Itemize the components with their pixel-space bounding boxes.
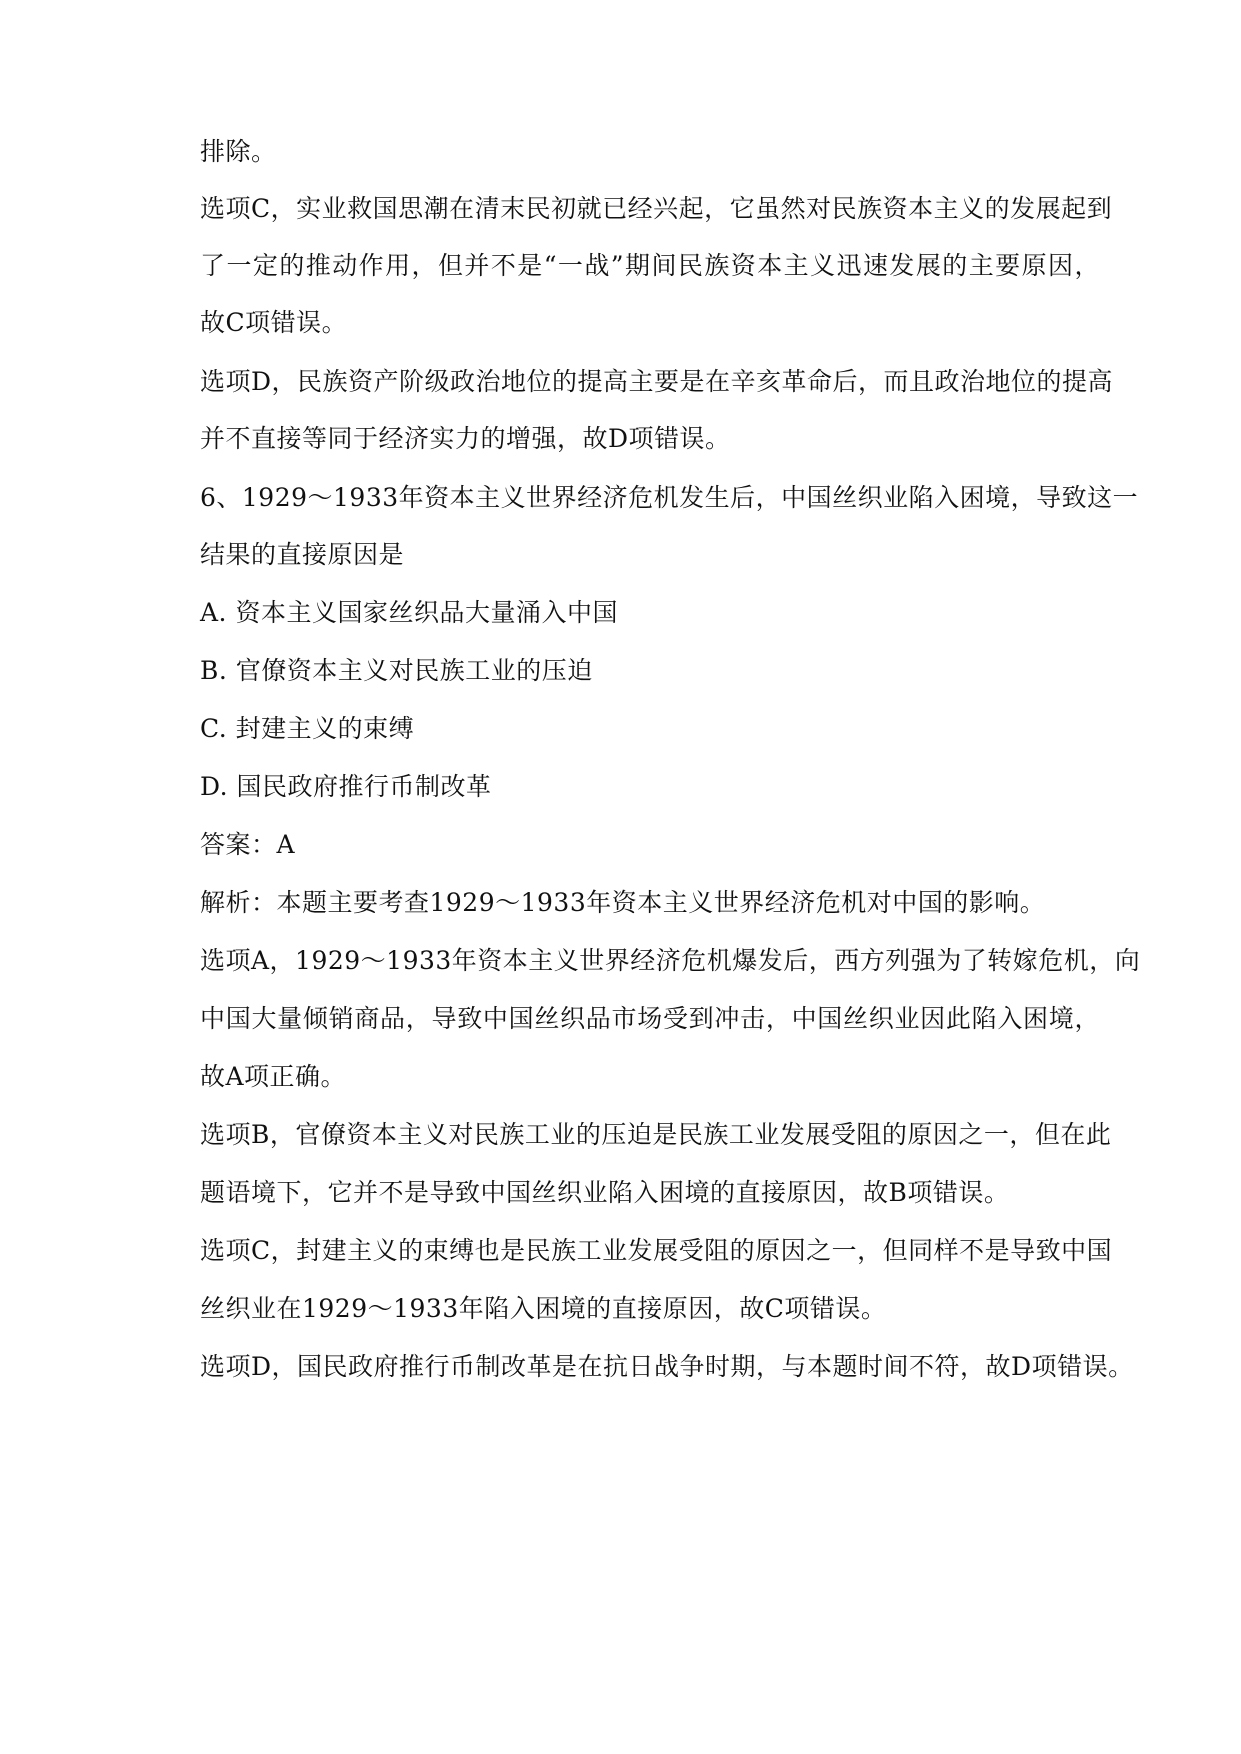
question-6-analysis-a-3: 故A项正确。 [200, 1062, 347, 1091]
text-line-option-c-analysis-2: 了一定的推动作用，但并不是“一战”期间民族资本主义迅速发展的主要原因， [200, 251, 1100, 280]
question-6-analysis-c-1: 选项C，封建主义的束缚也是民族工业发展受阻的原因之一，但同样不是导致中国 [200, 1236, 1113, 1265]
question-6-analysis-intro: 解析：本题主要考查1929～1933年资本主义世界经济危机对中国的影响。 [200, 888, 1046, 917]
text-line-option-d-analysis-1: 选项D，民族资产阶级政治地位的提高主要是在辛亥革命后，而且政治地位的提高 [200, 367, 1114, 396]
question-6-stem-2: 结果的直接原因是 [200, 540, 405, 569]
question-6-answer: 答案：A [200, 830, 296, 859]
text-line-excluded: 排除。 [200, 137, 277, 166]
text-line-option-c-analysis-1: 选项C，实业救国思潮在清末民初就已经兴起，它虽然对民族资本主义的发展起到 [200, 194, 1113, 223]
question-6-analysis-b-1: 选项B，官僚资本主义对民族工业的压迫是民族工业发展受阻的原因之一，但在此 [200, 1120, 1112, 1149]
question-6-option-c: C. 封建主义的束缚 [200, 714, 415, 743]
text-line-option-d-analysis-2: 并不直接等同于经济实力的增强，故D项错误。 [200, 424, 731, 453]
question-6-analysis-a-1: 选项A，1929～1933年资本主义世界经济危机爆发后，西方列强为了转嫁危机，向 [200, 946, 1141, 975]
question-6-stem-1: 6、1929～1933年资本主义世界经济危机发生后，中国丝织业陷入困境，导致这一 [200, 483, 1139, 512]
question-6-option-d: D. 国民政府推行币制改革 [200, 772, 492, 801]
question-6-analysis-a-2: 中国大量倾销商品，导致中国丝织品市场受到冲击，中国丝织业因此陷入困境， [200, 1004, 1100, 1033]
question-6-option-b: B. 官僚资本主义对民族工业的压迫 [200, 656, 593, 685]
text-line-option-c-analysis-3: 故C项错误。 [200, 308, 348, 337]
question-6-option-a: A. 资本主义国家丝织品大量涌入中国 [200, 598, 618, 627]
question-6-analysis-b-2: 题语境下，它并不是导致中国丝织业陷入困境的直接原因，故B项错误。 [200, 1178, 1010, 1207]
question-6-analysis-c-2: 丝织业在1929～1933年陷入困境的直接原因，故C项错误。 [200, 1294, 887, 1323]
question-6-analysis-d: 选项D，国民政府推行币制改革是在抗日战争时期，与本题时间不符，故D项错误。 [200, 1352, 1134, 1381]
